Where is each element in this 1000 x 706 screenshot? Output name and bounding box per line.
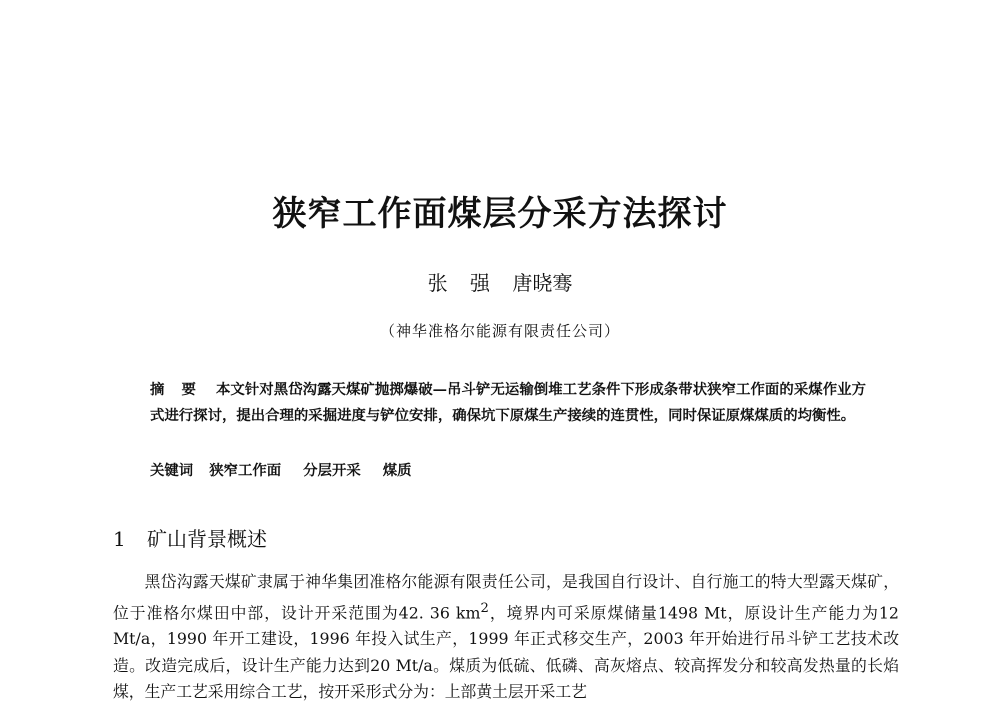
paper-title: 狭窄工作面煤层分采方法探讨 [272, 194, 728, 234]
abstract-text: 本文针对黑岱沟露天煤矿抛掷爆破—吊斗铲无运输倒堆工艺条件下形成条带状狭窄工作面的采煤作业方式进行探讨，提出合理的采掘进度与铲位安排，确保坑下原煤生产接续的连贯性，同时保证原煤煤质的均衡性。 [150, 381, 866, 424]
author-affiliation: （神华准格尔能源有限责任公司） [379, 322, 620, 340]
keywords-label: 关键词 [150, 463, 194, 479]
keywords-block [150, 458, 866, 484]
area-unit-superscript: 2 [480, 600, 489, 616]
paragraph-text: 黑岱沟露天煤矿隶属于神华集团准格尔能源有限责任公司，是我国自行设计、自行施工的特大型露天煤矿，位于准格尔煤田中部，设计开采范围为42. 36 km [113, 572, 899, 622]
paragraph-text: ，境界内可采原煤储量1498 Mt，原设计生产能力为12 Mt/a，1990 年开工建设，1996 年投入试生产，1999 年正式移交生产，2003 年开始进行吊斗铲工艺技术改造。改造完成后，设计生产能力达到20 Mt/a。煤质为低硫、低磷、高灰熔点、较高挥发分和较高发热量的长焰煤，生产工艺采用综合工艺，按开采形式分为：上部黄土层开采工艺 [113, 602, 899, 702]
keyword-item: 狭窄工作面 [209, 462, 282, 479]
section-title: 矿山背景概述 [147, 527, 267, 551]
section-paragraph [113, 569, 899, 702]
section-number: 1 [113, 527, 126, 551]
section-heading [113, 524, 267, 554]
author-list: 张 强 唐晓骞 [427, 271, 573, 295]
abstract-block [150, 377, 866, 429]
abstract-label: 摘 要 [150, 382, 202, 398]
keyword-item: 分层开采 [303, 462, 361, 479]
keyword-item: 煤质 [382, 462, 412, 479]
